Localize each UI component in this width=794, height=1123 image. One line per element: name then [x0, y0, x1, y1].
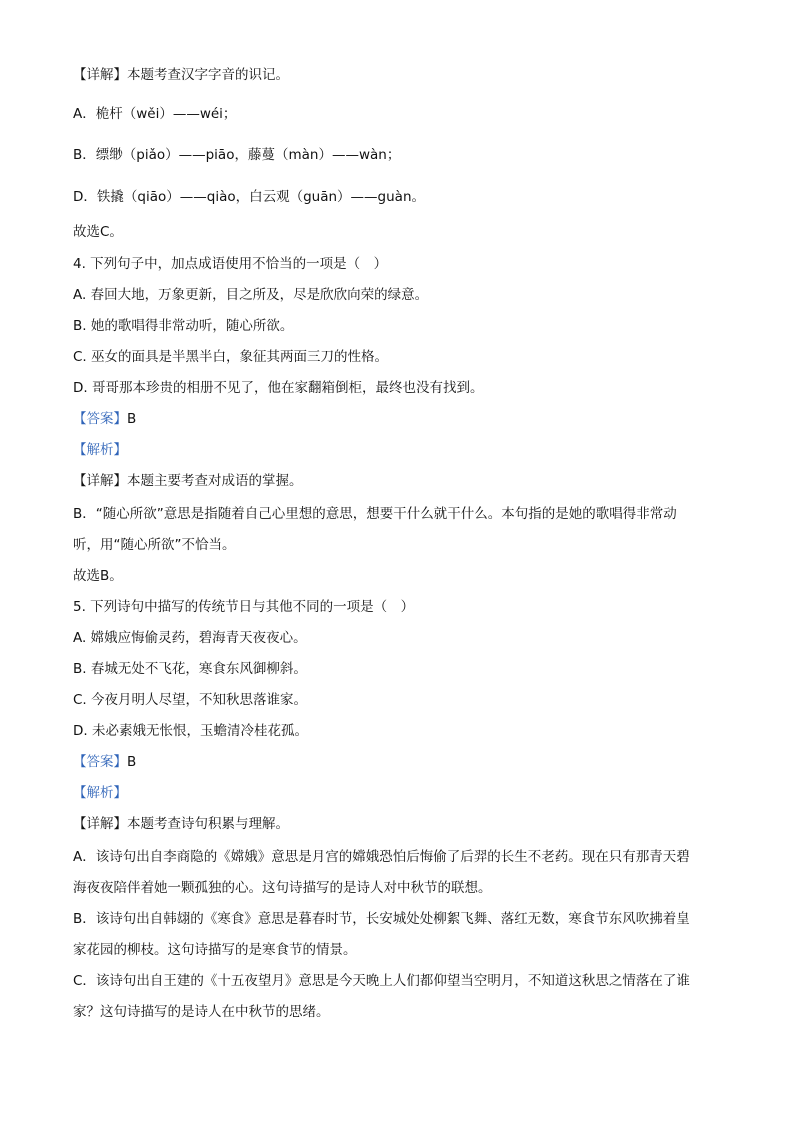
- q5-explain-line-4: 家花园的柳枝。这句诗描写的是寒食节的情景。: [73, 942, 357, 958]
- q4-option-a: A. 春回大地，万象更新，目之所及，尽是欣欣向荣的绿意。: [73, 287, 429, 303]
- q4-detail-line: [73, 471, 303, 491]
- q5-stem: 5. 下列诗句中描写的传统节日与其他不同的一项是（ ）: [73, 599, 415, 615]
- q5-answer: [73, 752, 136, 772]
- detail-text: 本题考查诗句积累与理解。: [127, 816, 289, 832]
- q5-option-c: C. 今夜月明人尽望，不知秋思落谁家。: [73, 692, 308, 708]
- answer-label: 【答案】: [73, 411, 127, 427]
- q5-option-b: B. 春城无处不飞花，寒食东风御柳斜。: [73, 661, 307, 677]
- q3-option-d-explain: D．铁撬（qiāo）——qiào，白云观（guān）——guàn。: [73, 189, 426, 205]
- answer-label: 【答案】: [73, 754, 127, 770]
- q5-explain-line-2: 海夜夜陪伴着她一颗孤独的心。这句诗描写的是诗人对中秋节的联想。: [73, 880, 492, 896]
- detail-label: 【详解】: [73, 473, 127, 489]
- q3-option-b-explain: B．缥缈（piǎo）——piāo，藤蔓（màn）——wàn；: [73, 147, 401, 163]
- detail-label: 【详解】: [73, 816, 127, 832]
- q4-conclusion: 故选B。: [73, 568, 123, 584]
- q4-explain-line-1: B．“随心所欲”意思是指随着自己心里想的意思，想要干什么就干什么。本句指的是她的歌唱得非常动: [73, 506, 677, 522]
- q3-conclusion: 故选C。: [73, 224, 123, 240]
- q3-option-a-explain: A．桅杆（wěi）——wéi；: [73, 106, 237, 122]
- q4-analysis-label: 【解析】: [73, 442, 127, 458]
- answer-value: B: [127, 754, 137, 770]
- q5-detail-line: [73, 814, 289, 834]
- detail-label: 【详解】: [73, 67, 127, 83]
- q5-explain-line-6: 家？这句诗描写的是诗人在中秋节的思绪。: [73, 1004, 330, 1020]
- q4-option-b: B. 她的歌唱得非常动听，随心所欲。: [73, 318, 294, 334]
- q5-explain-line-3: B．该诗句出自韩翃的《寒食》意思是暮春时节，长安城处处柳絮飞舞、落红无数，寒食节东风吹拂着皇: [73, 911, 690, 927]
- q5-option-d: D. 未必素娥无怅恨，玉蟾清冷桂花孤。: [73, 723, 308, 739]
- q4-option-d: D. 哥哥那本珍贵的相册不见了，他在家翻箱倒柜，最终也没有找到。: [73, 380, 484, 396]
- q4-stem: 4. 下列句子中，加点成语使用不恰当的一项是（ ）: [73, 256, 388, 272]
- answer-value: B: [127, 411, 137, 427]
- q5-explain-line-5: C．该诗句出自王建的《十五夜望月》意思是今天晚上人们都仰望当空明月，不知道这秋思之情落在了谁: [73, 973, 690, 989]
- q5-option-a: A. 嫦娥应悔偷灵药，碧海青天夜夜心。: [73, 630, 307, 646]
- q4-answer: [73, 409, 136, 429]
- q4-explain-line-2: 听，用“随心所欲”不恰当。: [73, 537, 236, 553]
- q5-explain-line-1: A．该诗句出自李商隐的《嫦娥》意思是月宫的嫦娥恐怕后悔偷了后羿的长生不老药。现在只有那青天碧: [73, 849, 690, 865]
- q5-analysis-label: 【解析】: [73, 785, 127, 801]
- detail-text: 本题考查汉字字音的识记。: [127, 67, 289, 83]
- q3-detail-line: [73, 65, 289, 85]
- q4-option-c: C. 巫女的面具是半黑半白，象征其两面三刀的性格。: [73, 349, 389, 365]
- detail-text: 本题主要考查对成语的掌握。: [127, 473, 303, 489]
